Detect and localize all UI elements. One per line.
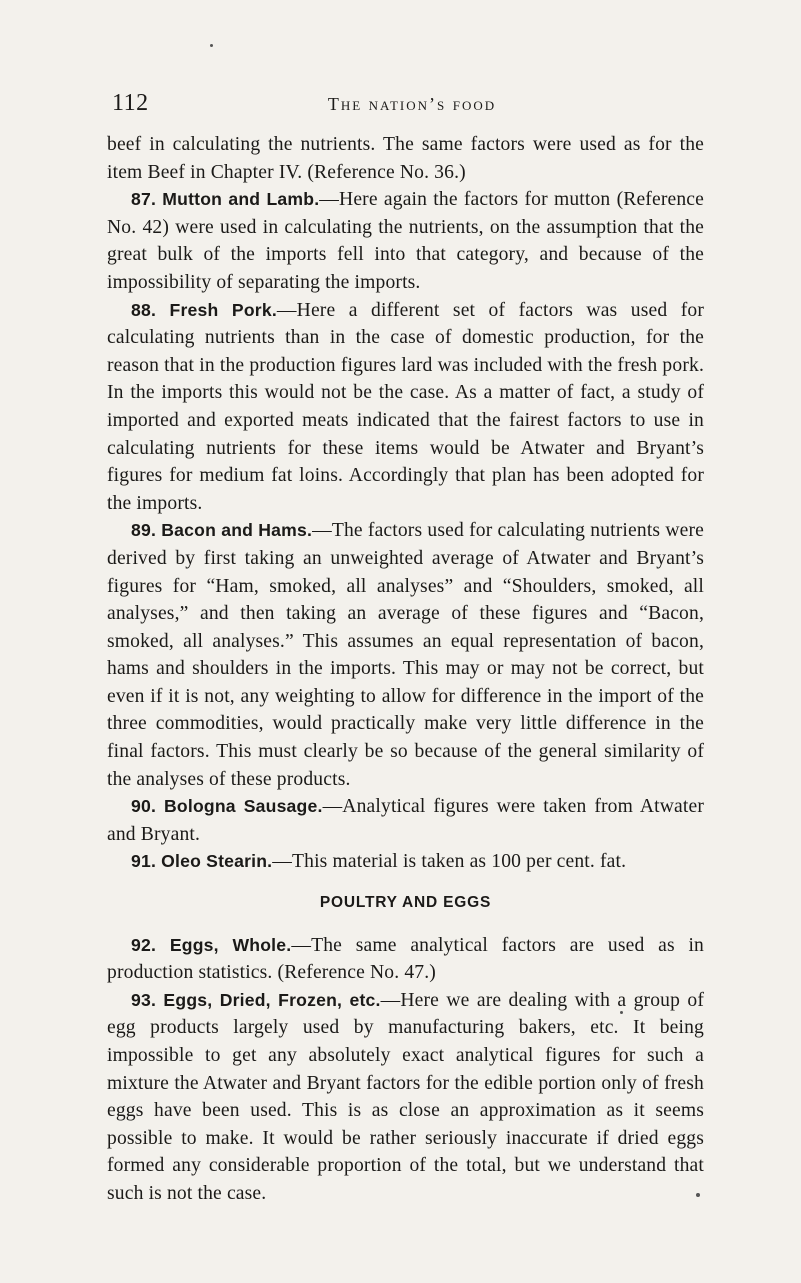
paragraph-text: —Here a different set of factors was used for calculating nutrients than in the case of domestic production, for the reason that in the production figures lard was included with the fresh pork. In the imports this would not be the case. As a matter of fact, a study of imported and exported meats indicated that the fairest factors to use in calculating nutrients for these items would be Atwater and Bryant’s figures for medium fat loins. Accordingly that plan has been adopted for the imports. xyxy=(107,299,704,514)
paragraph-heading: 90. Bologna Sausage. xyxy=(131,796,323,817)
paragraph-89 xyxy=(107,517,704,793)
paragraph-heading: 88. Fresh Pork. xyxy=(131,299,277,320)
paragraph-92 xyxy=(107,932,704,987)
paper-speck xyxy=(620,1011,623,1014)
running-head xyxy=(112,88,712,118)
paragraph-90 xyxy=(107,793,704,848)
body-text xyxy=(107,131,704,1208)
paragraph-text: —Here again the factors for mutton (Reference No. 42) were used in calculating the nutrients, on the assumption that the great bulk of the imports fell into that category, and because of the impossibility of separating the imports. xyxy=(107,189,704,293)
paragraph-text: —Here we are dealing with a group of egg products largely used by manufacturing bakers, etc. It being impossible to get any absolutely exact analytical figures for such a mixture the Atwater and Bryant factors for the edible portion only of fresh eggs have been used. This is as close an approximation as it seems possible to make. It would be rather seriously inaccurate if dried eggs formed any considerable proportion of the total, but we understand that such is not the case. xyxy=(107,989,704,1204)
section-heading: POULTRY AND EGGS xyxy=(319,894,492,912)
paper-speck xyxy=(696,1193,700,1197)
paragraph-heading: 92. Eggs, Whole. xyxy=(131,934,292,955)
paragraph-text: —This material is taken as 100 per cent. fat. xyxy=(272,851,627,873)
paragraph-text: —The same analytical factors are used as in production statistics. (Reference No. 47.) xyxy=(107,934,705,984)
paragraph-91 xyxy=(107,848,704,876)
page-number: 112 xyxy=(112,90,149,116)
paragraph-heading: 93. Eggs, Dried, Frozen, etc. xyxy=(131,989,381,1010)
paragraph-text: —Analytical figures were taken from Atwater and Bryant. xyxy=(107,796,704,845)
paragraph-heading: 87. Mutton and Lamb. xyxy=(131,189,320,210)
paragraph-93 xyxy=(107,987,704,1208)
paragraph-heading: 91. Oleo Stearin. xyxy=(131,851,273,872)
paragraph-text: —The factors used for calculating nutrients were derived by first taking an unweighted average of Atwater and Bryant’s figures for “Ham, smoked, all analyses” and “Shoulders, smoked, all analyses,” and then taking an average of these figures and “Bacon, smoked, all analyses.” This assumes an equal representation of bacon, hams and shoulders in the imports. This may or may not be correct, but even if it is not, any weighting to allow for difference in the import of the three commodities, would practically make very little difference in the final factors. This must clearly be so because of the general similarity of the analyses of these products. xyxy=(107,520,705,790)
paragraph-continuation xyxy=(107,131,704,186)
paragraph-88 xyxy=(107,297,704,518)
paragraph-heading: 89. Bacon and Hams. xyxy=(131,520,313,541)
paragraph-text: beef in calculating the nutrients. The same factors were used as for the item Beef in Chapter IV. (Reference No. 36.) xyxy=(107,134,704,183)
paragraph-87 xyxy=(107,186,704,296)
running-title: the nation’s food xyxy=(327,94,497,114)
paper-speck xyxy=(210,44,213,47)
